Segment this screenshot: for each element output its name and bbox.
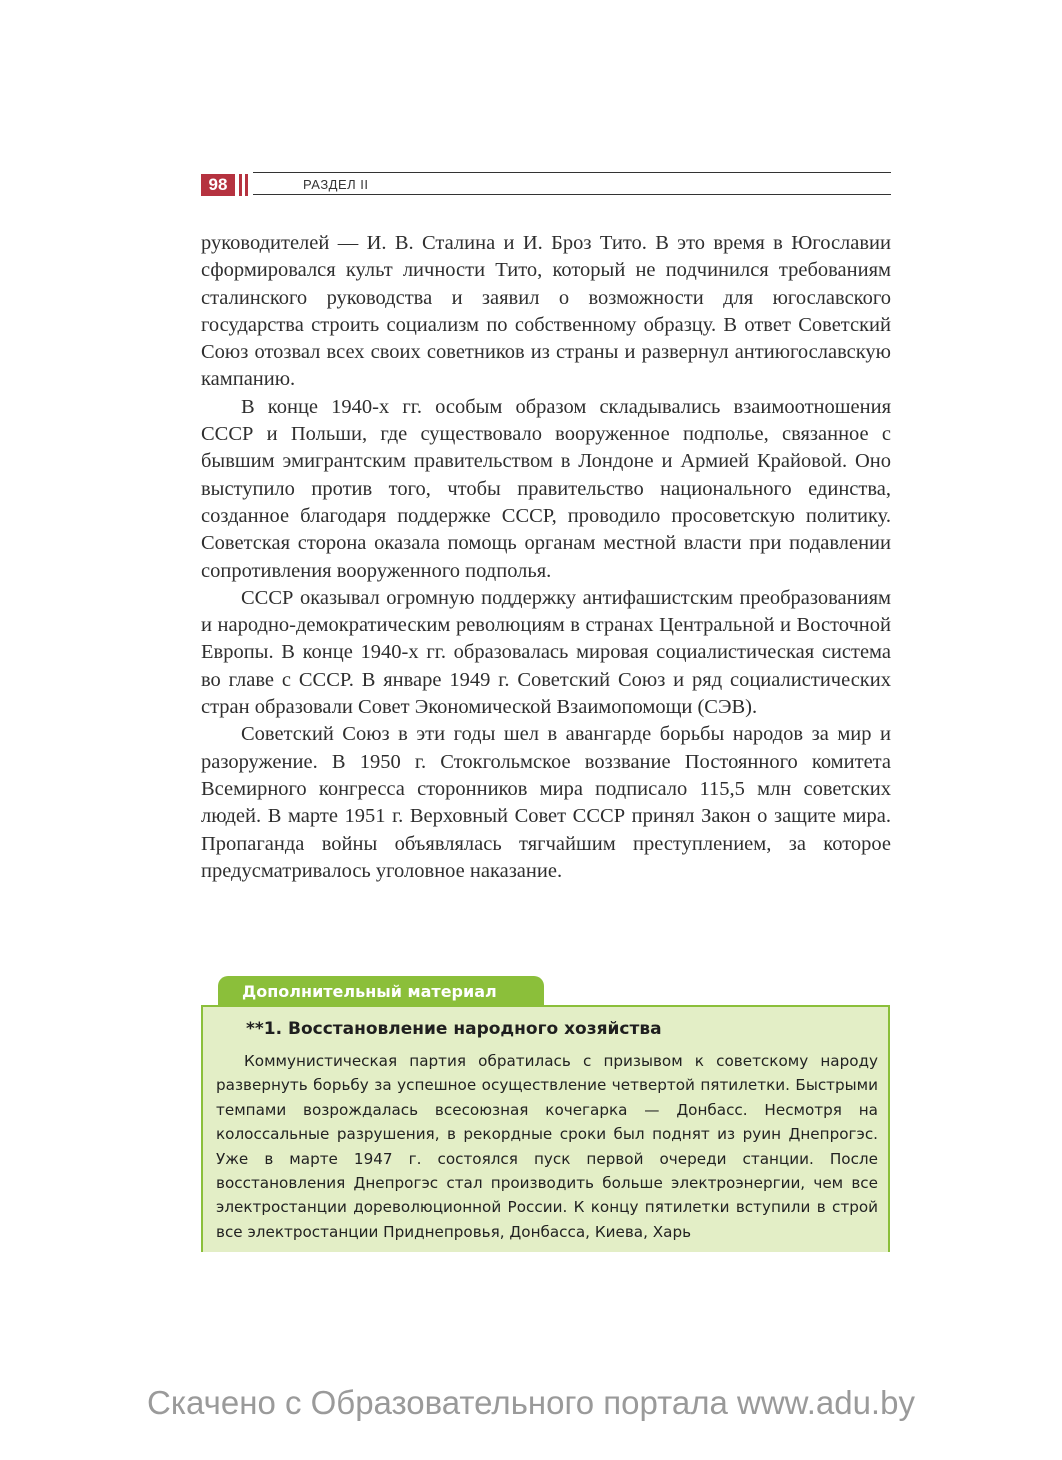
header-rule-bottom <box>253 194 891 195</box>
extra-material-tab <box>218 976 544 1006</box>
paragraph: СССР оказывал огромную поддержку антифашистским преобразованиям и народно-демократическим революциям в странах Центральной и Восточной Европы. В конце 1940-х гг. образовалась мировая социалистическая система во главе с СССР. В январе 1949 г. Советский Союз и ряд социалистических стран образовали Совет Экономической Взаимопомощи (СЭВ). <box>201 586 891 719</box>
paragraph: Советский Союз в эти годы шел в авангарде борьбы народов за мир и разоружение. В 1950 г. Стокгольмское воззвание Постоянного комитета Всемирного конгресса сторонников мира подписало 115,5 млн советских людей. В марте 1951 г. Верховный Совет СССР принял Закон о защите мира. Пропаганда войны объявлялась тягчайшим преступлением, за которое предусматривалось уголовное наказание. <box>201 723 891 882</box>
section-title: РАЗДЕЛ II <box>303 177 369 192</box>
extra-heading: **1. Восстановление народного хозяйства <box>246 1019 662 1039</box>
header-bar <box>239 174 242 196</box>
extra-text: Коммунистическая партия обратилась с призывом к советскому народу развернуть борьбу за успешное осуществление четвертой пятилетки. Быстрыми темпами возрождалась всесоюзная кочегарка — Донбасс. Несмотря на колоссальные разрушения, в рекордные сроки был поднят из руин Днепрогэс. Уже в марте 1947 г. состоялся пуск первой очереди станции. После восстановления Днепрогэс стал производить больше электроэнергии, чем все электростанции дореволюционной России. К концу пятилетки вступили в строй все электростанции Приднепровья, Донбасса, Киева, Харь <box>216 1052 878 1241</box>
extra-material-box <box>201 1005 890 1252</box>
extra-material-label: Дополнительный материал <box>242 982 497 1001</box>
header-bar <box>245 174 248 196</box>
paragraph: В конце 1940-х гг. особым образом складывались взаимоотношения СССР и Польши, где существовало вооруженное подполье, связанное с бывшим эмигрантским правительством в Лондоне и Армией Крайовой. Оно выступило против того, чтобы правительство национального единства, созданное благодаря поддержке СССР, проводило просоветскую политику. Советская сторона оказала помощь органам местной власти при подавлении сопротивления вооруженного подполья. <box>201 395 891 582</box>
paragraph: руководителей — И. В. Сталина и И. Броз Тито. В это время в Югославии сформировался культ личности Тито, который не подчинился требованиям сталинского руководства и заявил о возможности для югославского государства строить социализм по собственному образцу. В ответ Советский Союз отозвал всех своих советников из страны и развернул антиюгославскую кампанию. <box>201 232 891 391</box>
header-rule-top <box>253 172 891 173</box>
page-number: 98 <box>201 174 235 196</box>
page-header <box>201 172 891 198</box>
main-text <box>201 230 891 885</box>
footer-watermark: Скачено с Образовательного портала www.adu.by <box>147 1384 915 1421</box>
